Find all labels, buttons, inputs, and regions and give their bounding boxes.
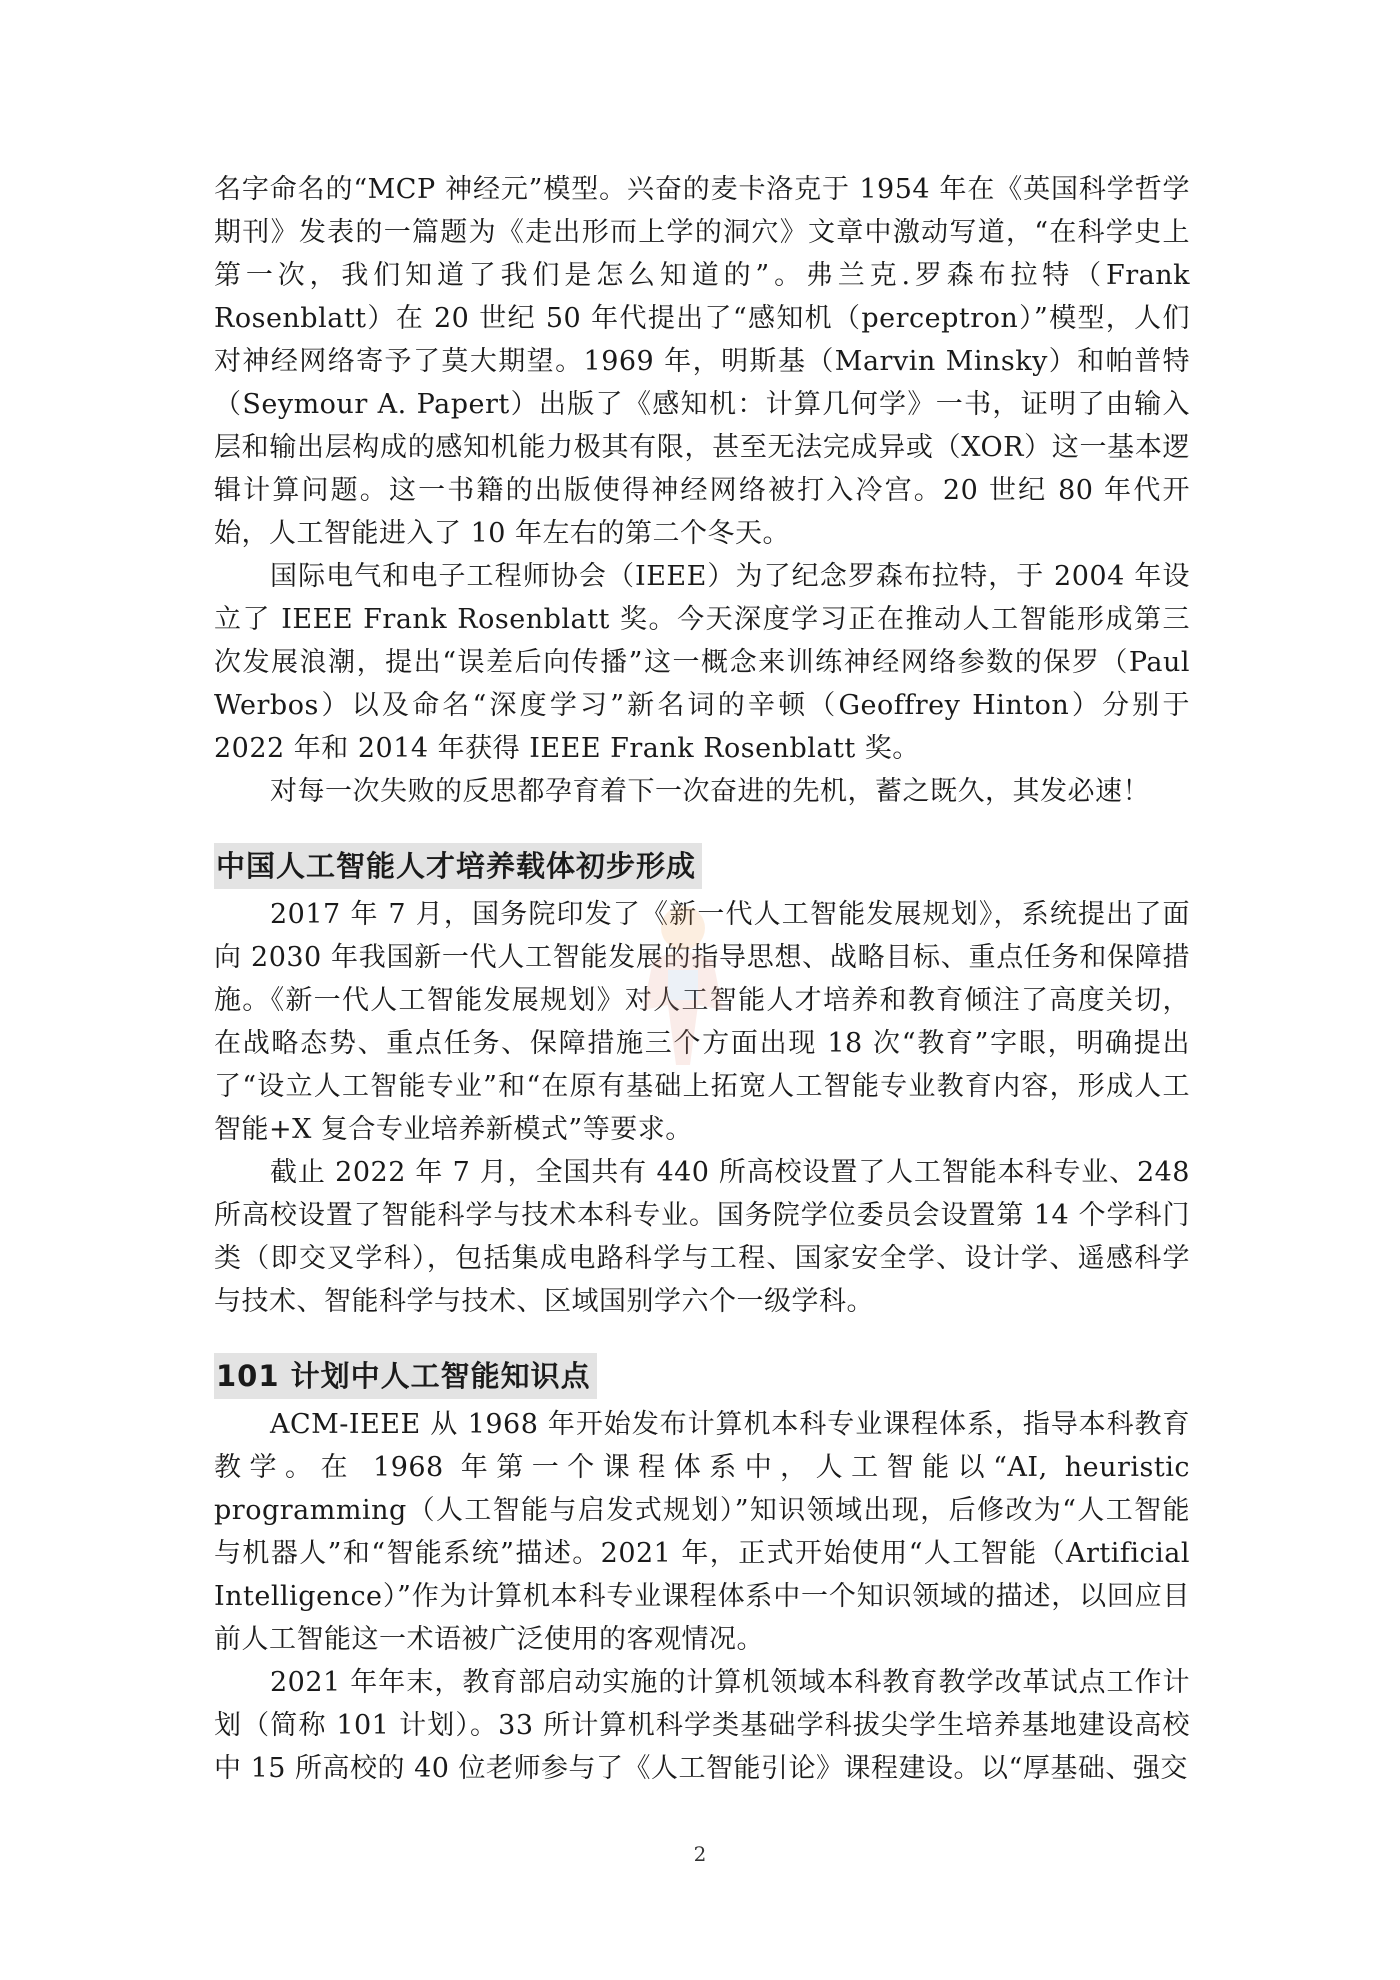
paragraph-mcp-perceptron: 名字命名的“MCP 神经元”模型。兴奋的麦卡洛克于 1954 年在《英国科学哲学期刊》发表的一篇题为《走出形而上学的洞穴》文章中激动写道，“在科学史上第一次，我们知道了我们是怎么知道的”。弗兰克.罗森布拉特（Frank Rosenblatt）在 20 世纪 50 年代提出了“感知机（perceptron）”模型，人们对神经网络寄予了莫大期望。1969 年，明斯基（Marvin Minsky）和帕普特（Seymour A. Papert）出版了《感知机：计算几何学》一书，证明了由输入层和输出层构成的感知机能力极其有限，甚至无法完成异或（XOR）这一基本逻辑计算问题。这一书籍的出版使得神经网络被打入冷宫。20 世纪 80 年代开始，人工智能进入了 10 年左右的第二个冬天。 [214, 174, 1190, 549]
section-heading-101: 101 计划中人工智能知识点 [214, 1353, 597, 1399]
paragraph-ai-plan: 2017 年 7 月，国务院印发了《新一代人工智能发展规划》，系统提出了面向 2030 年我国新一代人工智能发展的指导思想、战略目标、重点任务和保障措施。《新一代人工智能发展规划》对人工智能人才培养和教育倾注了高度关切，在战略态势、重点任务、保障措施三个方面出现 18 次“教育”字眼，明确提出了“设立人工智能专业”和“在原有基础上拓宽人工智能专业教育内容，形成人工智能+X 复合专业培养新模式”等要求。 [214, 899, 1190, 1145]
paragraph-101-plan: 2021 年年末，教育部启动实施的计算机领域本科教育教学改革试点工作计划（简称 101 计划）。33 所计算机科学类基础学科拔尖学生培养基地建设高校中 15 所高校的 40 位老师参与了《人工智能引论》课程建设。以“厚基础、强交 [214, 1667, 1190, 1784]
page-number: 2 [693, 1842, 707, 1866]
paragraph-university-majors: 截止 2022 年 7 月，全国共有 440 所高校设置了人工智能本科专业、248 所高校设置了智能科学与技术本科专业。国务院学位委员会设置第 14 个学科门类（即交叉学科），包括集成电路科学与工程、国家安全学、设计学、遥感科学与技术、智能科学与技术、区域国别学六个一级学科。 [214, 1157, 1190, 1317]
paragraph-acm-ieee-curriculum: ACM-IEEE 从 1968 年开始发布计算机本科专业课程体系，指导本科教育教学。在 1968 年第一个课程体系中，人工智能以“AI, heuristic programming（人工智能与启发式规划）”知识领域出现，后修改为“人工智能与机器人”和“智能系统”描述。2021 年，正式开始使用“人工智能（Artificial Intelligence）”作为计算机本科专业课程体系中一个知识领域的描述，以回应目前人工智能这一术语被广泛使用的客观情况。 [214, 1409, 1190, 1655]
document-page [214, 168, 1190, 1790]
section-heading-talent: 中国人工智能人才培养载体初步形成 [214, 843, 702, 889]
section-heading-talent-wrap [214, 843, 1190, 889]
paragraph-reflection: 对每一次失败的反思都孕育着下一次奋进的先机，蓄之既久，其发必速！ [270, 776, 1150, 807]
section-heading-101-wrap [214, 1353, 1190, 1399]
paragraph-ieee-award: 国际电气和电子工程师协会（IEEE）为了纪念罗森布拉特，于 2004 年设立了 IEEE Frank Rosenblatt 奖。今天深度学习正在推动人工智能形成第三次发展浪潮，提出“误差后向传播”这一概念来训练神经网络参数的保罗（Paul Werbos）以及命名“深度学习”新名词的辛顿（Geoffrey Hinton）分别于 2022 年和 2014 年获得 IEEE Frank Rosenblatt 奖。 [214, 561, 1190, 764]
